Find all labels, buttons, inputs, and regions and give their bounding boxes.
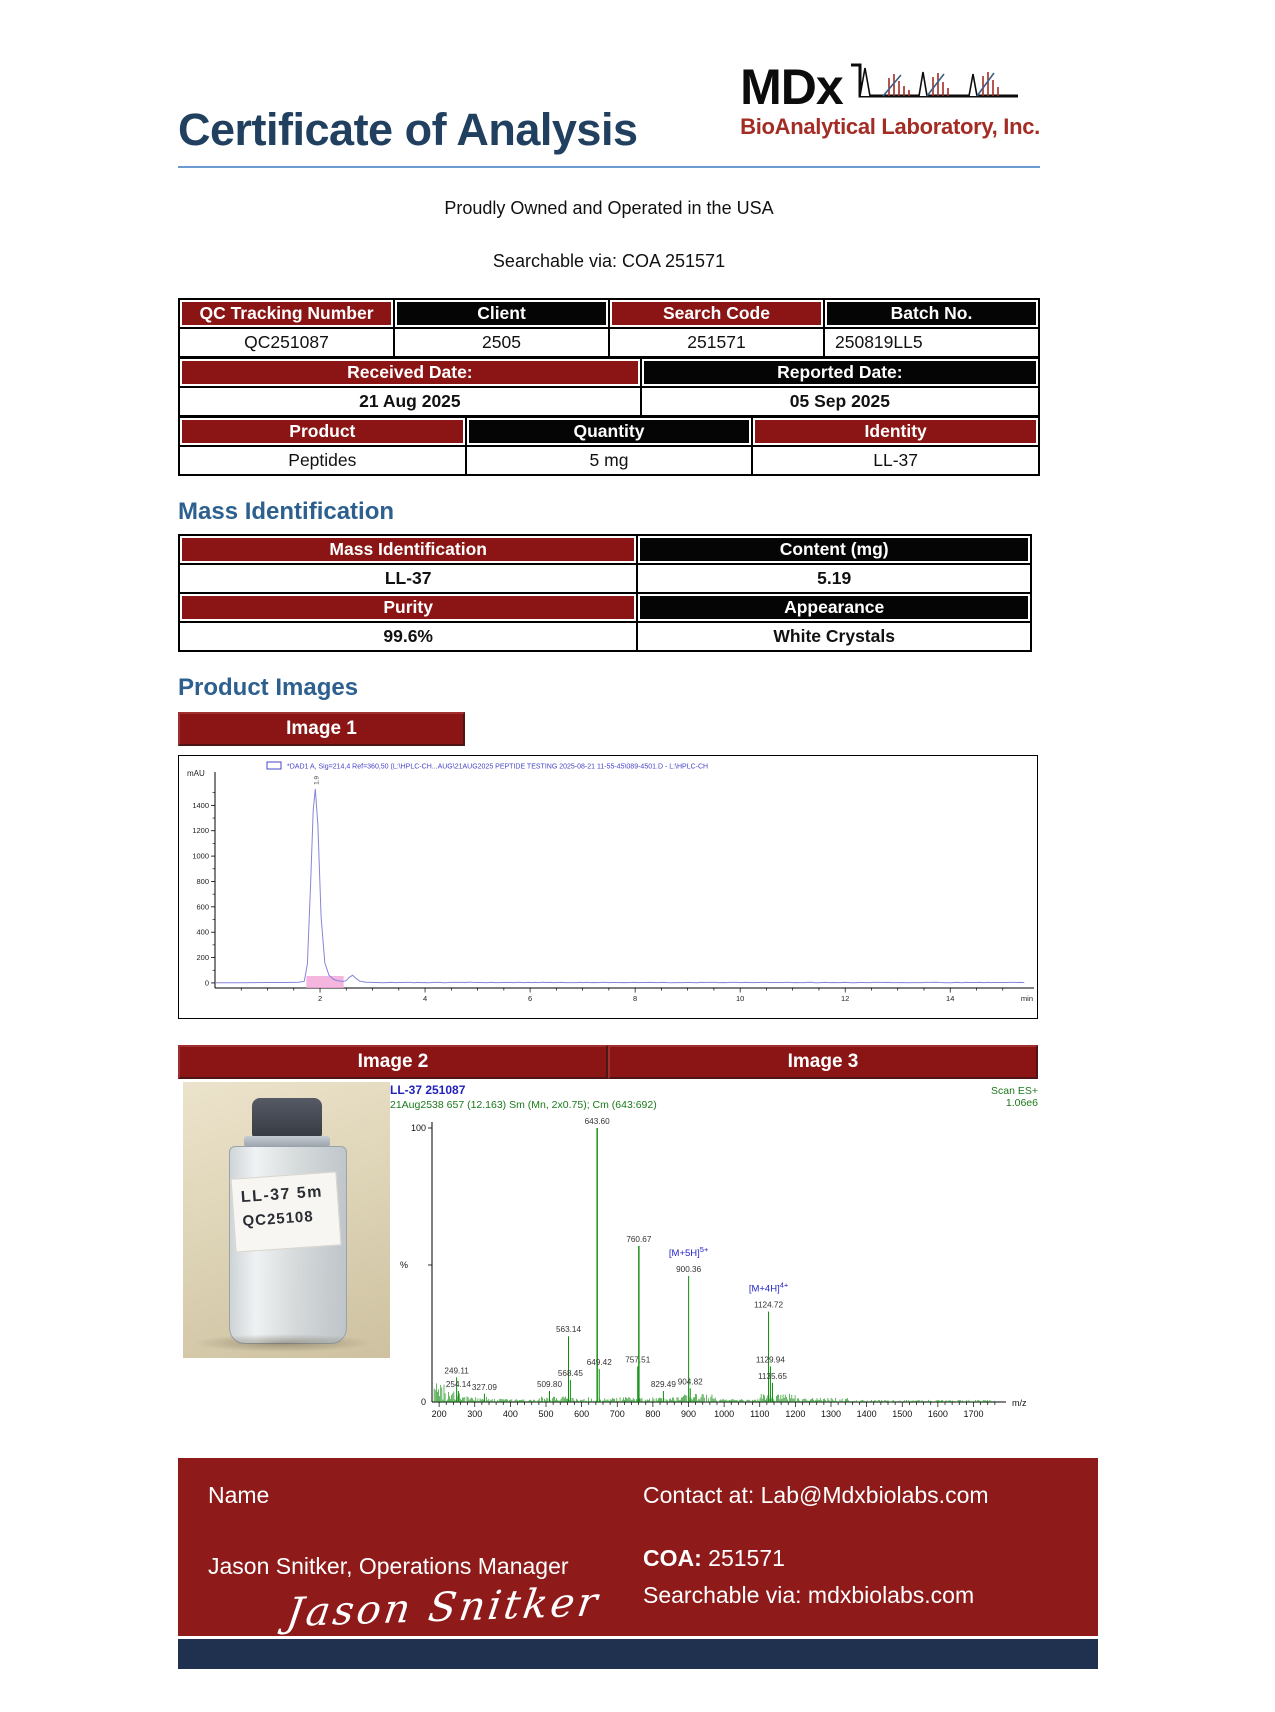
svg-text:254.14: 254.14 [445, 1380, 471, 1390]
svg-text:643.60: 643.60 [584, 1117, 610, 1126]
mass-identification-table [178, 534, 1032, 652]
svg-text:mAU: mAU [187, 769, 205, 778]
footer-right [643, 1482, 1098, 1630]
mass-spectrum-plot [390, 1082, 1040, 1436]
svg-text:509.80: 509.80 [536, 1380, 563, 1390]
svg-text:min: min [1020, 994, 1033, 1003]
svg-text:1.9: 1.9 [313, 775, 321, 785]
svg-text:400: 400 [196, 927, 209, 937]
value-cell: 2505 [394, 328, 609, 357]
vial-label [231, 1171, 342, 1252]
svg-text:900: 900 [680, 1409, 697, 1419]
svg-text:300: 300 [467, 1409, 483, 1419]
value-cell: 251571 [609, 328, 824, 357]
svg-text:1129.94: 1129.94 [755, 1355, 785, 1365]
vial-shadow [193, 1334, 373, 1352]
value-cell: 250819LL5 [824, 328, 1039, 357]
value-cell: QC251087 [179, 328, 394, 357]
product-images-heading: Product Images [178, 674, 359, 701]
svg-text:1300: 1300 [820, 1409, 842, 1419]
svg-text:2: 2 [317, 994, 323, 1003]
image1-header-bar: Image 1 [178, 712, 465, 746]
page-title: Certificate of Analysis [178, 104, 638, 155]
vial [227, 1096, 347, 1346]
signature: Jason Snitker [283, 1579, 604, 1637]
value-cell: LL-37 [752, 446, 1039, 475]
svg-text:8: 8 [633, 994, 638, 1003]
tagline: Proudly Owned and Operated in the USA [444, 198, 774, 218]
svg-text:1400: 1400 [856, 1409, 877, 1419]
svg-text:100: 100 [410, 1123, 426, 1133]
svg-text:800: 800 [196, 876, 209, 886]
svg-text:1500: 1500 [892, 1409, 913, 1419]
header-cell: Search Code [609, 299, 824, 328]
svg-text:757.51: 757.51 [625, 1355, 651, 1365]
svg-text:[M+5H]5+: $[M+5H]^{5+}$ [668, 1244, 709, 1259]
svg-text:0: 0 [420, 1397, 426, 1407]
svg-text:%: % [400, 1260, 409, 1270]
value-cell: 21 Aug 2025 [179, 387, 641, 416]
image2-header-bar: Image 2 [178, 1045, 608, 1079]
svg-text:760.67: 760.67 [626, 1234, 652, 1244]
svg-text:1200: 1200 [785, 1409, 806, 1419]
svg-text:500: 500 [538, 1409, 554, 1419]
image3-header-bar: Image 3 [608, 1045, 1038, 1079]
mass-identification-heading: Mass Identification [178, 498, 395, 525]
svg-text:900.36: 900.36 [676, 1264, 702, 1274]
value-cell: LL-37 [179, 564, 637, 593]
svg-text:1100: 1100 [750, 1409, 770, 1419]
svg-text:563.14: 563.14 [555, 1325, 582, 1335]
svg-text:1000: 1000 [714, 1409, 735, 1419]
coa-page [178, 59, 1040, 1079]
svg-text:600: 600 [196, 902, 209, 912]
svg-text:829.49: 829.49 [650, 1380, 676, 1390]
svg-text:1000: 1000 [192, 851, 209, 861]
header-cell: Purity [179, 593, 637, 622]
svg-text:1124.72: 1124.72 [754, 1300, 784, 1310]
mdx-logo-text: MDx [740, 59, 843, 115]
svg-text:*DAD1 A, Sig=214,4 Ref=360,50: *DAD1 A, Sig=214,4 Ref=360,50 (L:\HPLC-CH...AUG\21AUG2025 PEPTIDE TESTING 2025-08-21 11-55-45\089-4501.D - L:\HPLC-CH [287, 763, 709, 771]
svg-text:10: 10 [735, 994, 745, 1003]
coa-line [643, 1545, 1098, 1572]
header-cell: Reported Date: [641, 358, 1039, 387]
header-divider [178, 166, 1040, 168]
header-cell: QC Tracking Number [179, 299, 394, 328]
svg-text:568.45: 568.45 [557, 1369, 583, 1379]
footer-searchable: Searchable via: mdxbiolabs.com [643, 1582, 975, 1608]
value-cell: 5.19 [637, 564, 1031, 593]
svg-text:649.42: 649.42 [586, 1358, 612, 1368]
svg-text:200: 200 [431, 1409, 447, 1419]
vial-cap [252, 1098, 322, 1138]
vial-label-line1: LL-37 5m [240, 1183, 324, 1207]
hplc-chromatogram-plot [179, 756, 1037, 1018]
header-cell: Batch No. [824, 299, 1039, 328]
svg-text:1.06e6: 1.06e6 [1005, 1097, 1038, 1109]
header-cell: Appearance [637, 593, 1031, 622]
header-cell: Quantity [466, 417, 753, 446]
footer [178, 1458, 1098, 1636]
logo-subtitle: BioAnalytical Laboratory, Inc. [740, 114, 1040, 139]
svg-text:200: 200 [196, 953, 209, 963]
svg-text:12: 12 [841, 994, 850, 1003]
header [178, 59, 1040, 156]
svg-text:800: 800 [645, 1409, 661, 1419]
vial-photo [183, 1082, 390, 1358]
svg-text:14: 14 [946, 994, 955, 1003]
svg-text:6: 6 [528, 994, 533, 1003]
svg-text:1135.65: 1135.65 [757, 1371, 787, 1381]
value-cell: 5 mg [466, 446, 753, 475]
vial-label-line2: QC25108 [241, 1208, 315, 1231]
svg-text:1700: 1700 [963, 1409, 984, 1419]
header-cell: Identity [752, 417, 1039, 446]
value-cell: White Crystals [637, 622, 1031, 651]
svg-text:249.11: 249.11 [444, 1366, 469, 1376]
coa-value: 251571 [708, 1545, 785, 1571]
value-cell: 05 Sep 2025 [641, 387, 1039, 416]
footer-left [178, 1482, 643, 1637]
info-table-dates [178, 357, 1040, 417]
signatory: Jason Snitker, Operations Manager [208, 1553, 569, 1579]
svg-text:m/z: m/z [1012, 1398, 1027, 1408]
svg-text:Scan ES+: Scan ES+ [991, 1085, 1038, 1097]
svg-text:[M+4H]4+: $[M+4H]^{4+}$ [748, 1280, 789, 1295]
svg-text:21Aug2538 657 (12.163) Sm (Mn: 21Aug2538 657 (12.163) Sm (Mn, 2x0.75); Cm (643:692) [390, 1099, 657, 1111]
svg-text:LL-37 251087: LL-37 251087 [390, 1083, 466, 1097]
header-cell: Client [394, 299, 609, 328]
image23-header-bars [178, 1045, 1040, 1079]
header-cell: Mass Identification [179, 535, 637, 564]
svg-text:1400: 1400 [192, 800, 209, 810]
svg-text:600: 600 [574, 1409, 590, 1419]
contact-line: Contact at: Lab@Mdxbiolabs.com [643, 1482, 989, 1508]
value-cell: Peptides [179, 446, 466, 475]
info-table-headers [178, 298, 1040, 358]
images-row [178, 1082, 1275, 1438]
svg-text:4: 4 [422, 994, 428, 1003]
hplc-chromatogram [178, 755, 1038, 1019]
bottom-bar [178, 1639, 1098, 1669]
svg-text:904.82: 904.82 [677, 1377, 703, 1387]
value-cell: 99.6% [179, 622, 637, 651]
svg-text:327.09: 327.09 [471, 1382, 497, 1392]
chromatogram-logo-icon [843, 62, 1023, 110]
coa-label: COA: [643, 1545, 702, 1571]
name-label: Name [208, 1482, 270, 1508]
svg-text:700: 700 [609, 1409, 625, 1419]
svg-text:1600: 1600 [927, 1409, 948, 1419]
header-cell: Received Date: [179, 358, 641, 387]
svg-text:0: 0 [204, 978, 209, 988]
svg-text:400: 400 [502, 1409, 518, 1419]
vial-body [229, 1146, 347, 1344]
mdx-logo [740, 59, 1040, 140]
searchable-line: Searchable via: COA 251571 [492, 251, 726, 271]
svg-text:1200: 1200 [192, 826, 209, 836]
info-table-product [178, 416, 1040, 476]
header-cell: Product [179, 417, 466, 446]
header-cell: Content (mg) [637, 535, 1031, 564]
